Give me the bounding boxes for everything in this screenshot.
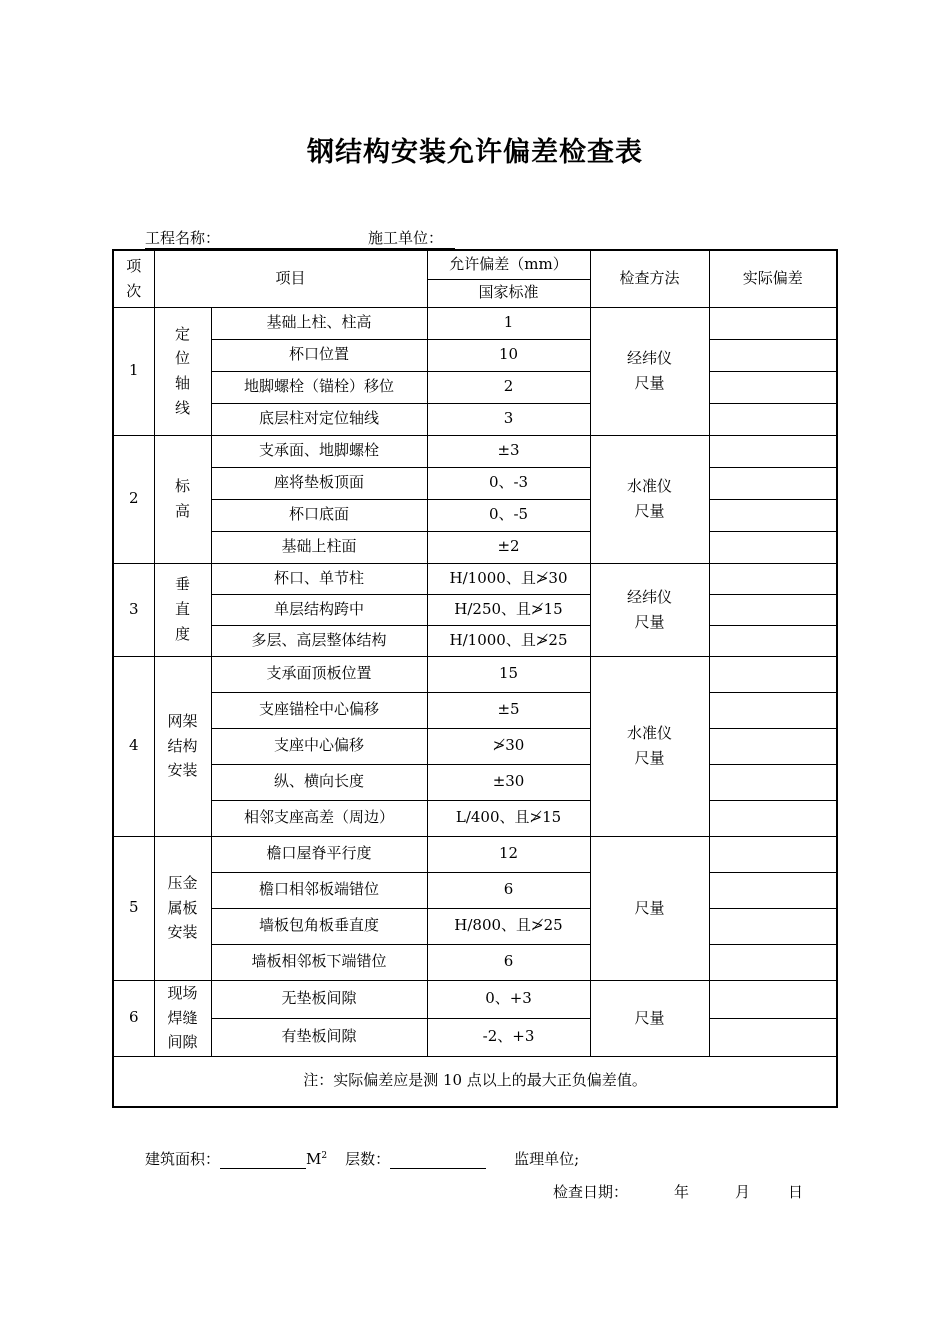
actual-deviation-cell[interactable]	[709, 836, 837, 872]
row-allowable-value: 15	[427, 656, 590, 692]
actual-deviation-cell[interactable]	[709, 800, 837, 836]
group-category	[154, 563, 211, 656]
group-method	[590, 307, 709, 435]
group-index: 1	[113, 307, 154, 435]
row-item: 支座中心偏移	[211, 728, 427, 764]
date-month: 月	[735, 1183, 751, 1201]
construction-unit-field[interactable]	[368, 227, 455, 249]
group-method-text: 经纬仪 尺量	[627, 587, 673, 631]
header-item: 项目	[154, 250, 427, 307]
project-info-line	[145, 227, 455, 249]
row-item: 杯口、单节柱	[211, 563, 427, 594]
date-label: 检查日期：	[553, 1183, 629, 1201]
header-national-standard: 国家标准	[427, 279, 590, 307]
table-row	[113, 908, 837, 944]
actual-deviation-cell[interactable]	[709, 764, 837, 800]
group-category	[154, 836, 211, 980]
table-row	[113, 307, 837, 339]
actual-deviation-cell[interactable]	[709, 944, 837, 980]
actual-deviation-cell[interactable]	[709, 339, 837, 371]
row-item: 檐口屋脊平行度	[211, 836, 427, 872]
row-item: 基础上柱面	[211, 531, 427, 563]
actual-deviation-cell[interactable]	[709, 980, 837, 1018]
group-category-text: 现场 焊缝 间隙	[167, 983, 198, 1052]
table-row	[113, 339, 837, 371]
row-item: 纵、横向长度	[211, 764, 427, 800]
table-row	[113, 800, 837, 836]
row-item: 单层结构跨中	[211, 594, 427, 625]
row-allowable-value: ±5	[427, 692, 590, 728]
area-unit: M	[306, 1150, 322, 1168]
row-allowable-value: L/400、且≯15	[427, 800, 590, 836]
actual-deviation-cell[interactable]	[709, 728, 837, 764]
date-year: 年	[674, 1183, 690, 1201]
row-allowable-value: ±3	[427, 435, 590, 467]
group-index: 2	[113, 435, 154, 563]
row-item: 有垫板间隙	[211, 1018, 427, 1056]
row-item: 支承面顶板位置	[211, 656, 427, 692]
actual-deviation-cell[interactable]	[709, 371, 837, 403]
group-index: 3	[113, 563, 154, 656]
inspection-table	[112, 249, 838, 1108]
group-method-text: 水准仪 尺量	[627, 724, 673, 767]
group-method	[590, 656, 709, 836]
date-day: 日	[788, 1183, 804, 1201]
row-allowable-value: 12	[427, 836, 590, 872]
row-allowable-value: 0、+3	[427, 980, 590, 1018]
actual-deviation-cell[interactable]	[709, 1018, 837, 1056]
row-allowable-value: 0、-5	[427, 499, 590, 531]
supervision-label: 监理单位;	[514, 1150, 580, 1168]
row-allowable-value: ±2	[427, 531, 590, 563]
table-row	[113, 764, 837, 800]
group-index: 5	[113, 836, 154, 980]
row-item: 地脚螺栓（锚栓）移位	[211, 371, 427, 403]
table-row	[113, 371, 837, 403]
header-method: 检查方法	[590, 250, 709, 307]
row-allowable-value: ±30	[427, 764, 590, 800]
row-allowable-value: 6	[427, 872, 590, 908]
row-allowable-value: H/800、且≯25	[427, 908, 590, 944]
project-name-label: 工程名称：	[145, 229, 221, 247]
group-category-text: 标 高	[174, 477, 190, 520]
row-allowable-value: 3	[427, 403, 590, 435]
group-method-text: 水准仪 尺量	[627, 477, 673, 520]
area-unit-sup: 2	[321, 1151, 328, 1161]
actual-deviation-cell[interactable]	[709, 872, 837, 908]
construction-unit-label: 施工单位：	[368, 229, 444, 247]
table-row	[113, 531, 837, 563]
row-allowable-value: 6	[427, 944, 590, 980]
footer-area-line	[145, 1148, 579, 1169]
table-row	[113, 836, 837, 872]
actual-deviation-cell[interactable]	[709, 307, 837, 339]
group-category	[154, 307, 211, 435]
actual-deviation-cell[interactable]	[709, 594, 837, 625]
group-method	[590, 563, 709, 656]
group-method-text: 尺量	[634, 1008, 665, 1027]
area-input[interactable]	[220, 1150, 306, 1169]
table-row	[113, 467, 837, 499]
group-category-text: 网架 结构 安装	[167, 711, 198, 780]
table-row	[113, 1018, 837, 1056]
row-allowable-value: 0、-3	[427, 467, 590, 499]
table-row	[113, 944, 837, 980]
header-index: 项 次	[113, 250, 154, 307]
row-item: 杯口底面	[211, 499, 427, 531]
row-item: 支座锚栓中心偏移	[211, 692, 427, 728]
table-row	[113, 980, 837, 1018]
actual-deviation-cell[interactable]	[709, 625, 837, 656]
project-name-field[interactable]	[145, 227, 368, 249]
table-row	[113, 872, 837, 908]
row-item: 檐口相邻板端错位	[211, 872, 427, 908]
area-label: 建筑面积：	[145, 1150, 221, 1168]
row-allowable-value: ≯30	[427, 728, 590, 764]
actual-deviation-cell[interactable]	[709, 656, 837, 692]
floors-label: 层数：	[345, 1150, 391, 1168]
row-allowable-value: H/1000、且≯30	[427, 563, 590, 594]
group-category-text: 垂 直 度	[174, 575, 190, 643]
row-item: 相邻支座高差（周边）	[211, 800, 427, 836]
table-note: 注：实际偏差应是测 10 点以上的最大正负偏差值。	[113, 1056, 837, 1107]
floors-input[interactable]	[390, 1150, 486, 1169]
actual-deviation-cell[interactable]	[709, 692, 837, 728]
table-row	[113, 692, 837, 728]
row-allowable-value: -2、+3	[427, 1018, 590, 1056]
actual-deviation-cell[interactable]	[709, 403, 837, 435]
table-row	[113, 728, 837, 764]
group-category	[154, 656, 211, 836]
row-item: 基础上柱、柱高	[211, 307, 427, 339]
row-item: 杯口位置	[211, 339, 427, 371]
group-category	[154, 980, 211, 1056]
actual-deviation-cell[interactable]	[709, 467, 837, 499]
row-allowable-value: H/250、且≯15	[427, 594, 590, 625]
header-actual: 实际偏差	[709, 250, 837, 307]
group-method	[590, 980, 709, 1056]
row-item: 墙板包角板垂直度	[211, 908, 427, 944]
row-allowable-value: 1	[427, 307, 590, 339]
actual-deviation-cell[interactable]	[709, 908, 837, 944]
actual-deviation-cell[interactable]	[709, 563, 837, 594]
row-item: 墙板相邻板下端错位	[211, 944, 427, 980]
page-title: 钢结构安装允许偏差检查表	[307, 137, 643, 168]
group-index: 6	[113, 980, 154, 1056]
group-method-text: 经纬仪 尺量	[627, 349, 673, 392]
actual-deviation-cell[interactable]	[709, 435, 837, 467]
group-method	[590, 435, 709, 563]
table-row	[113, 499, 837, 531]
row-item: 多层、高层整体结构	[211, 625, 427, 656]
group-category-text: 压金 属板 安装	[167, 873, 198, 942]
group-index: 4	[113, 656, 154, 836]
actual-deviation-cell[interactable]	[709, 531, 837, 563]
actual-deviation-cell[interactable]	[709, 499, 837, 531]
row-item: 底层柱对定位轴线	[211, 403, 427, 435]
footer-date-line	[553, 1181, 803, 1202]
header-allowable-deviation: 允许偏差（mm）	[427, 250, 590, 279]
row-item: 座将垫板顶面	[211, 467, 427, 499]
table-row	[113, 594, 837, 625]
group-method	[590, 836, 709, 980]
table-row	[113, 403, 837, 435]
row-item: 支承面、地脚螺栓	[211, 435, 427, 467]
group-method-text: 尺量	[634, 898, 665, 917]
table-row	[113, 435, 837, 467]
row-allowable-value: H/1000、且≯25	[427, 625, 590, 656]
group-category-text: 定 位 轴 线	[174, 324, 190, 417]
table-row	[113, 656, 837, 692]
group-category	[154, 435, 211, 563]
table-row	[113, 625, 837, 656]
table-row	[113, 563, 837, 594]
row-item: 无垫板间隙	[211, 980, 427, 1018]
row-allowable-value: 2	[427, 371, 590, 403]
row-allowable-value: 10	[427, 339, 590, 371]
